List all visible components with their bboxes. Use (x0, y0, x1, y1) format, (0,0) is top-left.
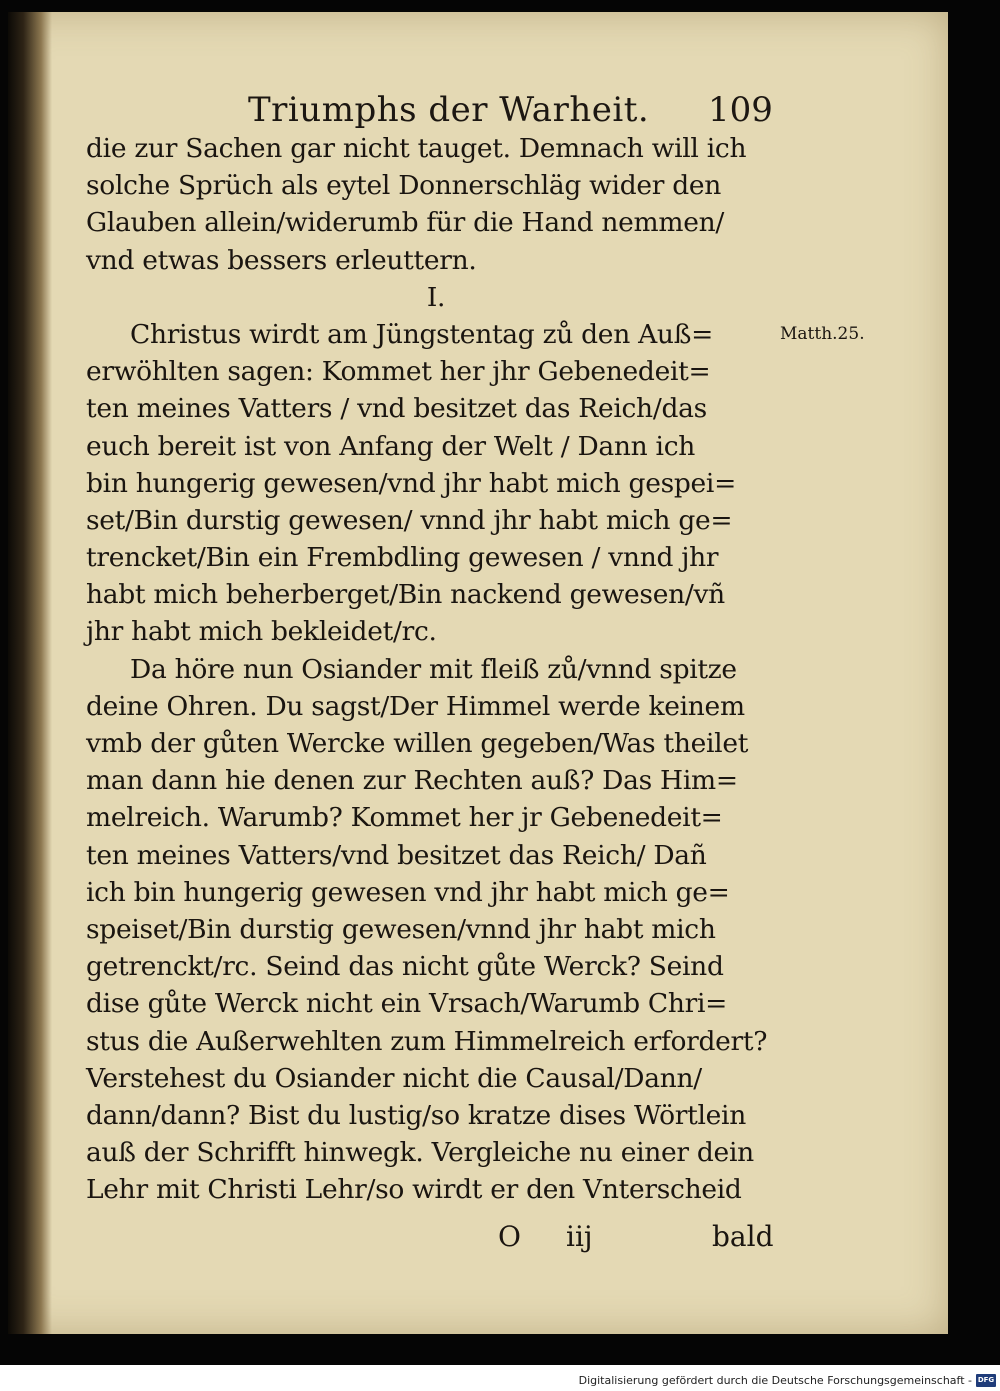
leaf-number: iij (566, 1220, 593, 1253)
text-line: Verstehest du Osiander nicht die Causal/Dann/ (86, 1062, 702, 1094)
footer (0, 1372, 1000, 1391)
text-line: getrenckt/rc. Seind das nicht gůte Werck? Seind (86, 951, 724, 983)
text-line: ten meines Vatters/vnd besitzet das Reich/ Dañ (86, 839, 707, 871)
text-line: die zur Sachen gar nicht tauget. Demnach will ich (86, 133, 747, 164)
book-page (8, 12, 948, 1334)
text-line: Da höre nun Osiander mit fleiß zů/vnnd spitze (130, 653, 737, 685)
text-line: Christus wirdt am Jüngstentag zů den Auß= (130, 318, 713, 350)
text-line: speiset/Bin durstig gewesen/vnnd jhr habt mich (86, 913, 716, 945)
text-line: euch bereit ist von Anfang der Welt / Dann ich (86, 430, 696, 462)
funding-credit: Digitalisierung gefördert durch die Deutsche Forschungsgemeinschaft - (578, 1374, 972, 1387)
text-line: vmb der gůten Wercke willen gegeben/Was theilet (86, 728, 749, 759)
text-line: set/Bin durstig gewesen/ vnnd jhr habt mich ge= (86, 504, 733, 536)
section-number: I. (426, 281, 446, 313)
signature-mark: O (498, 1220, 521, 1253)
page-number: 109 (708, 90, 773, 130)
text-line: Glauben allein/widerumb für die Hand nemmen/ (86, 207, 724, 239)
text-line: stus die Außerwehlten zum Himmelreich erfordert? (86, 1025, 768, 1057)
text-line: ten meines Vatters / vnd besitzet das Reich/das (86, 393, 707, 425)
text-line: erwöhlten sagen: Kommet her jhr Gebenedeit= (86, 356, 711, 388)
text-line: solche Sprüch als eytel Donnerschläg wider den (86, 170, 722, 202)
text-line: auß der Schrifft hinwegk. Vergleiche nu einer dein (86, 1137, 754, 1169)
text-line: man dann hie denen zur Rechten auß? Das Him= (86, 765, 738, 797)
text-line: vnd etwas bessers erleuttern. (86, 244, 477, 276)
text-line: melreich. Warumb? Kommet her jr Gebenedeit= (86, 802, 723, 834)
text-line: ich bin hungerig gewesen vnd jhr habt mich ge= (86, 876, 730, 908)
running-title: Triumphs der Warheit. (248, 90, 650, 130)
text-line: trencket/Bin ein Frembdling gewesen / vnnd jhr (86, 542, 719, 574)
text-line: bin hungerig gewesen/vnd jhr habt mich gespei= (86, 467, 737, 499)
text-line: dann/dann? Bist du lustig/so kratze dises Wörtlein (86, 1099, 746, 1131)
dfg-logo: DFG (976, 1374, 996, 1387)
catchword: bald (712, 1220, 774, 1253)
text-line: habt mich beherberget/Bin nackend gewesen/vñ (86, 579, 725, 611)
text-line: jhr habt mich bekleidet/rc. (86, 616, 437, 648)
page-gutter (8, 12, 52, 1334)
text-line: Lehr mit Christi Lehr/so wirdt er den Vnterscheid (86, 1174, 742, 1206)
body-text (86, 130, 786, 1208)
margin-note: Matth.25. (780, 324, 865, 344)
text-line: deine Ohren. Du sagst/Der Himmel werde keinem (86, 690, 745, 722)
text-line: dise gůte Werck nicht ein Vrsach/Warumb Chri= (86, 988, 728, 1020)
